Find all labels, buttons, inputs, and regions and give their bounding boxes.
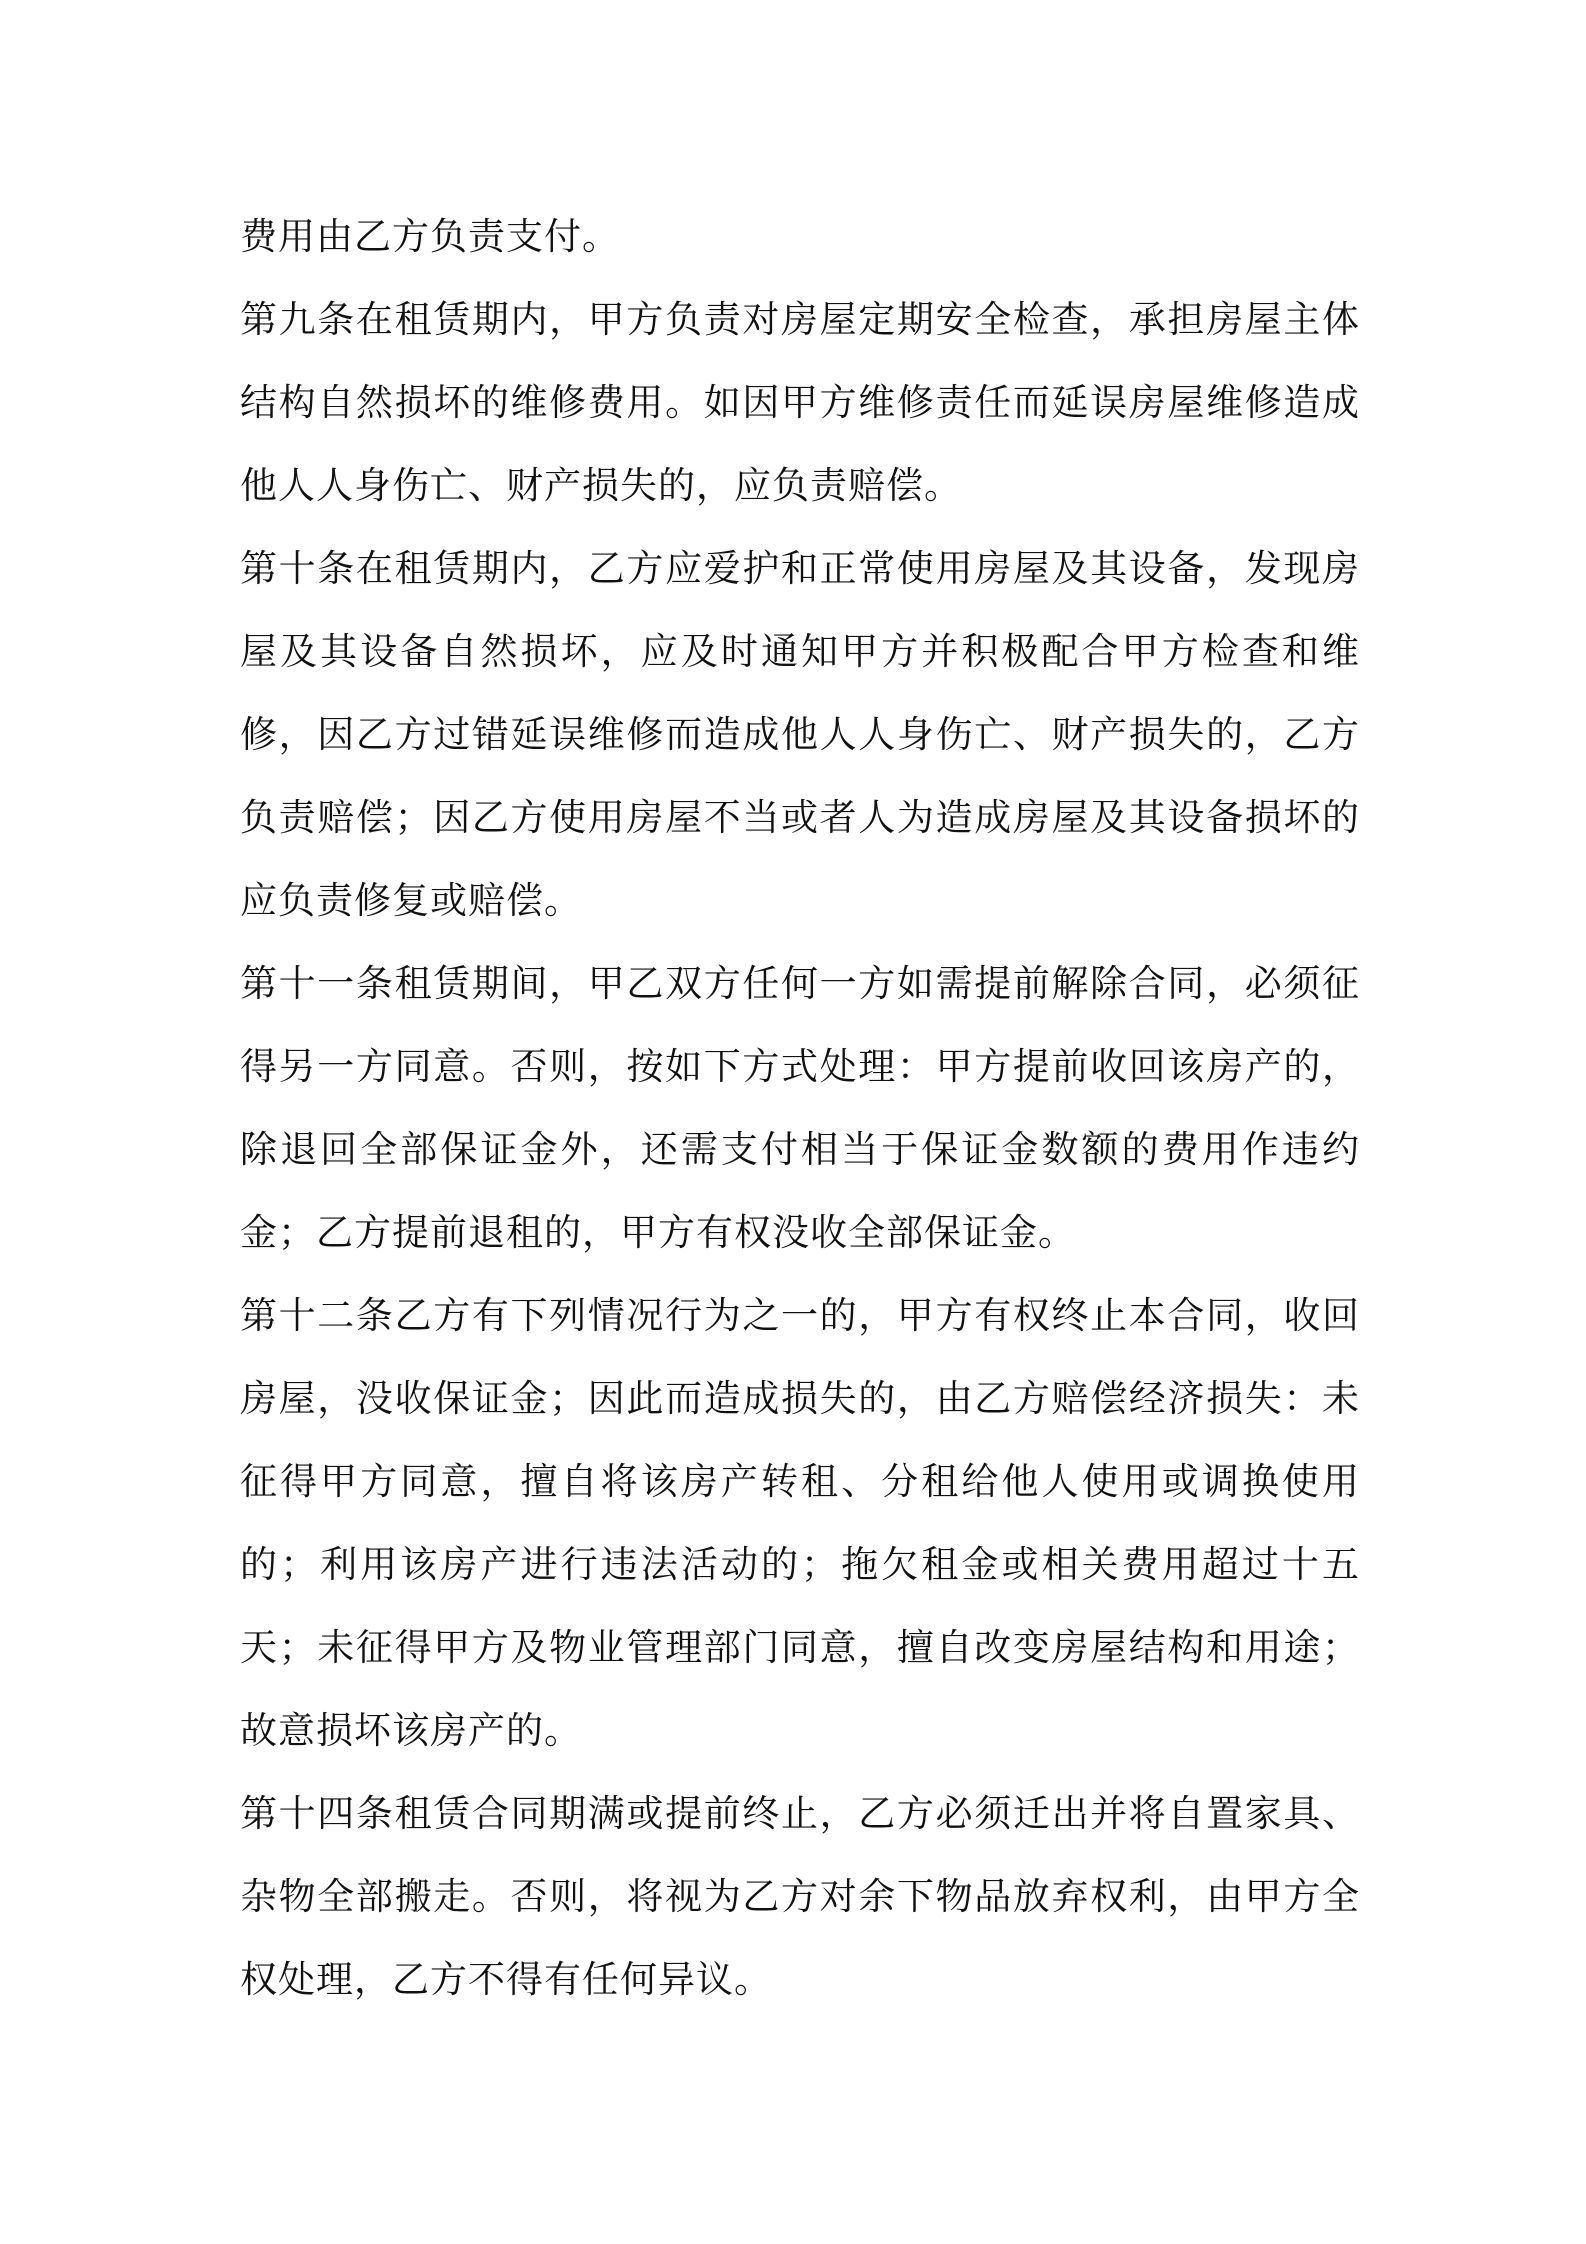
paragraph-article-14: 第十四条租赁合同期满或提前终止，乙方必须迁出并将自置家具、杂物全部搬走。否则，将视为乙方对余下物品放弃权利，由甲方全权处理，乙方不得有任何异议。 (240, 1792, 1360, 2001)
paragraph-article-12: 第十二条乙方有下列情况行为之一的，甲方有权终止本合同，收回房屋，没收保证金；因此而造成损失的，由乙方赔偿经济损失：未征得甲方同意，擅自将该房产转租、分租给他人使用或调换使用的；利用该房产进行违法活动的；拖欠租金或相关费用超过十五天；未征得甲方及物业管理部门同意，擅自改变房屋结构和用途；故意损坏该房产的。 (240, 1294, 1360, 1752)
document-body (240, 195, 1360, 2021)
paragraph-article-10: 第十条在租赁期内，乙方应爱护和正常使用房屋及其设备，发现房屋及其设备自然损坏，应及时通知甲方并积极配合甲方检查和维修，因乙方过错延误维修而造成他人人身伤亡、财产损失的，乙方负责赔偿；因乙方使用房屋不当或者人为造成房屋及其设备损坏的应负责修复或赔偿。 (240, 547, 1360, 922)
paragraph-payment-continuation: 费用由乙方负责支付。 (240, 215, 620, 258)
paragraph-article-11: 第十一条租赁期间，甲乙双方任何一方如需提前解除合同，必须征得另一方同意。否则，按如下方式处理：甲方提前收回该房产的，除退回全部保证金外，还需支付相当于保证金数额的费用作违约金；乙方提前退租的，甲方有权没收全部保证金。 (240, 962, 1360, 1254)
paragraph-article-9: 第九条在租赁期内，甲方负责对房屋定期安全检查，承担房屋主体结构自然损坏的维修费用。如因甲方维修责任而延误房屋维修造成他人人身伤亡、财产损失的，应负责赔偿。 (240, 298, 1360, 507)
